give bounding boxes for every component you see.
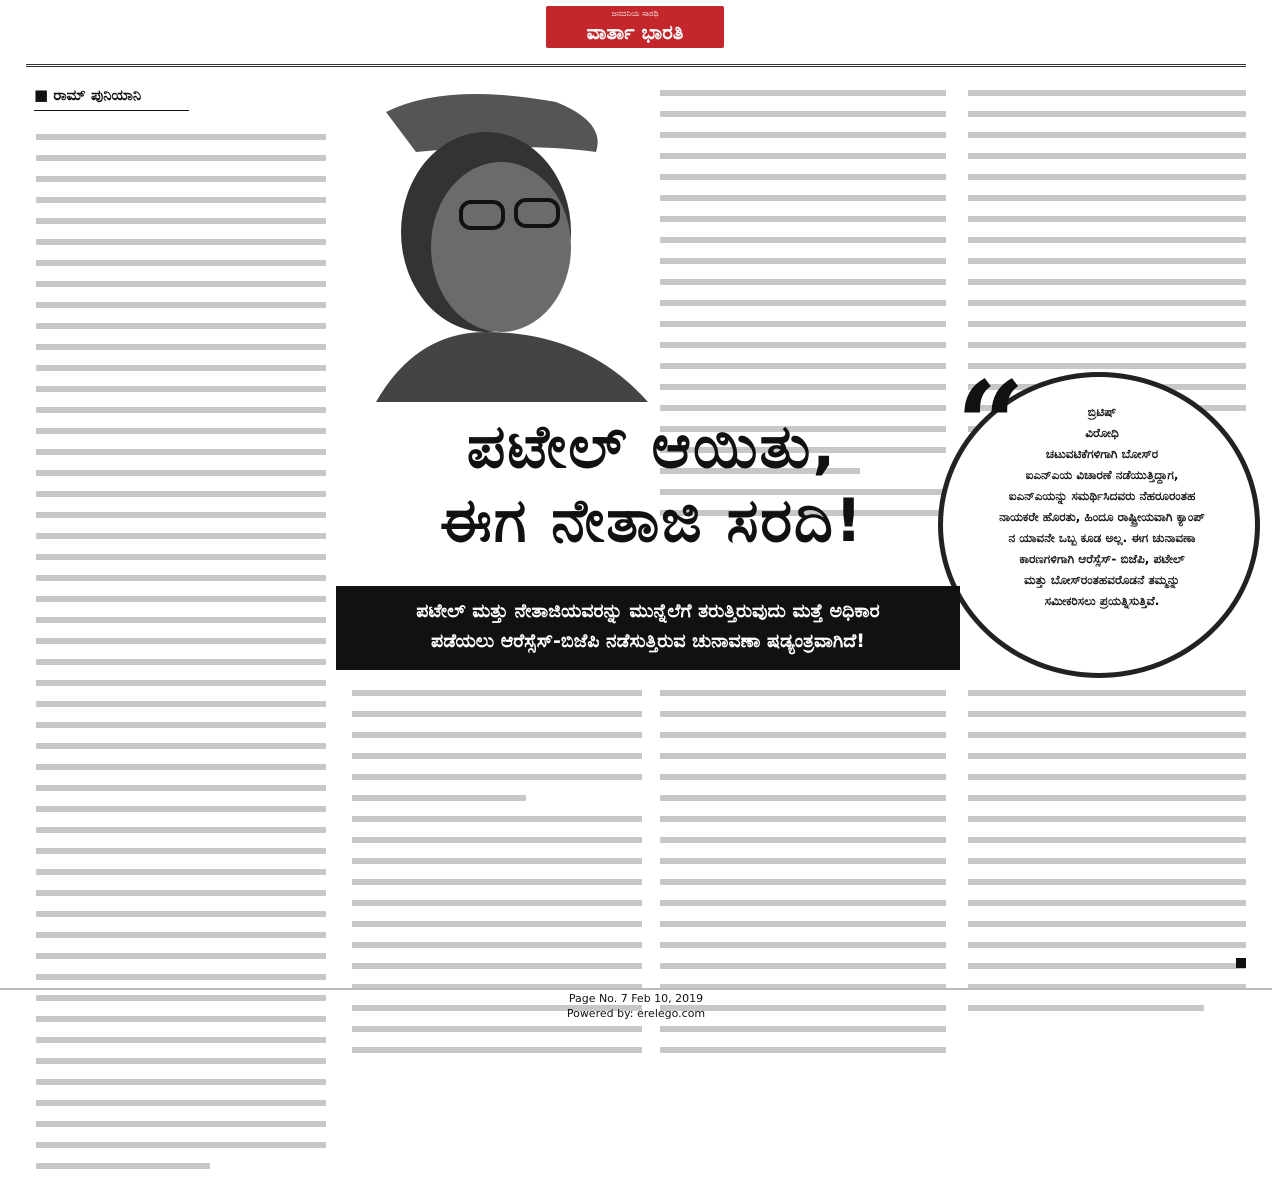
column-4-bottom-text bbox=[968, 690, 1246, 1026]
end-mark-icon bbox=[1236, 958, 1246, 968]
pullquote-text: ಬ್ರಿಟಿಷ್ ವಿರೋಧಿ ಚಟುವಟಿಕೆಗಳಿಗಾಗಿ ಬೋಸ್‌ರ ಐಎನ್‌ಎಯ ವಿಚಾರಣೆ ನಡೆಯುತ್ತಿದ್ದಾಗ, ಐಎನ್‌ಎಯನ್ನು ಸಮರ್ಥಿಸಿದವರು ನೆಹರೂರಂತಹ ನಾಯಕರೇ ಹೊರತು, ಹಿಂದೂ ರಾಷ್ಟ್ರೀಯವಾಗಿ ಕ್ಯಾಂಪ್ ನ ಯಾವನೇ ಒಬ್ಬ ಕೂಡ ಅಲ್ಲ. ಈಗ ಚುನಾವಣಾ ಕಾರಣಗಳಿಗಾಗಿ ಆರೆಸ್ಸೆಸ್- ಬಿಜೆಪಿ, ಪಟೇಲ್ ಮತ್ತು ಬೋಸ್‌ರಂತಹವರೊಡನೆ ತಮ್ಮನ್ನು ಸಮೀಕರಿಸಲು ಪ್ರಯತ್ನಿಸುತ್ತಿವೆ. bbox=[999, 405, 1205, 608]
author-byline: ■ ರಾಮ್ ಪುನಿಯಾನಿ bbox=[34, 86, 142, 104]
author-underline bbox=[34, 110, 189, 111]
powered-by-link[interactable]: Powered by: erelego.com bbox=[566, 1007, 706, 1020]
top-rule bbox=[26, 64, 1246, 70]
footer-rule bbox=[0, 988, 1272, 990]
netaji-portrait-photo bbox=[356, 82, 648, 402]
column-1-text bbox=[36, 134, 326, 1184]
quote-mark-icon: “ bbox=[956, 355, 1026, 496]
standfirst-banner bbox=[336, 586, 960, 670]
headline bbox=[350, 410, 954, 558]
standfirst-line-2: ಪಡೆಯಲು ಆರೆಸ್ಸೆಸ್-ಬಿಜೆಪಿ ನಡೆಸುತ್ತಿರುವ ಚುನಾವಣಾ ಷಡ್ಯಂತ್ರವಾಗಿದೆ! bbox=[431, 630, 865, 652]
headline-line-2: ಈಗ ನೇತಾಜಿ ಸರದಿ! bbox=[439, 486, 865, 556]
masthead-name: ವಾರ್ತಾ ಭಾರತಿ bbox=[586, 20, 684, 44]
masthead-logo bbox=[546, 6, 724, 48]
masthead-tagline: ಜನದನಿಯ ಸಾರಥಿ bbox=[611, 9, 659, 18]
standfirst-line-1: ಪಟೇಲ್ ಮತ್ತು ನೇತಾಜಿಯವರನ್ನು ಮುನ್ನೆಲೆಗೆ ತರುತ್ತಿರುವುದು ಮತ್ತೆ ಅಧಿಕಾರ bbox=[416, 600, 880, 622]
page-footer-info: Page No. 7 Feb 10, 2019 bbox=[568, 992, 704, 1005]
headline-line-1: ಪಟೇಲ್ ಆಯಿತು, bbox=[466, 412, 838, 482]
